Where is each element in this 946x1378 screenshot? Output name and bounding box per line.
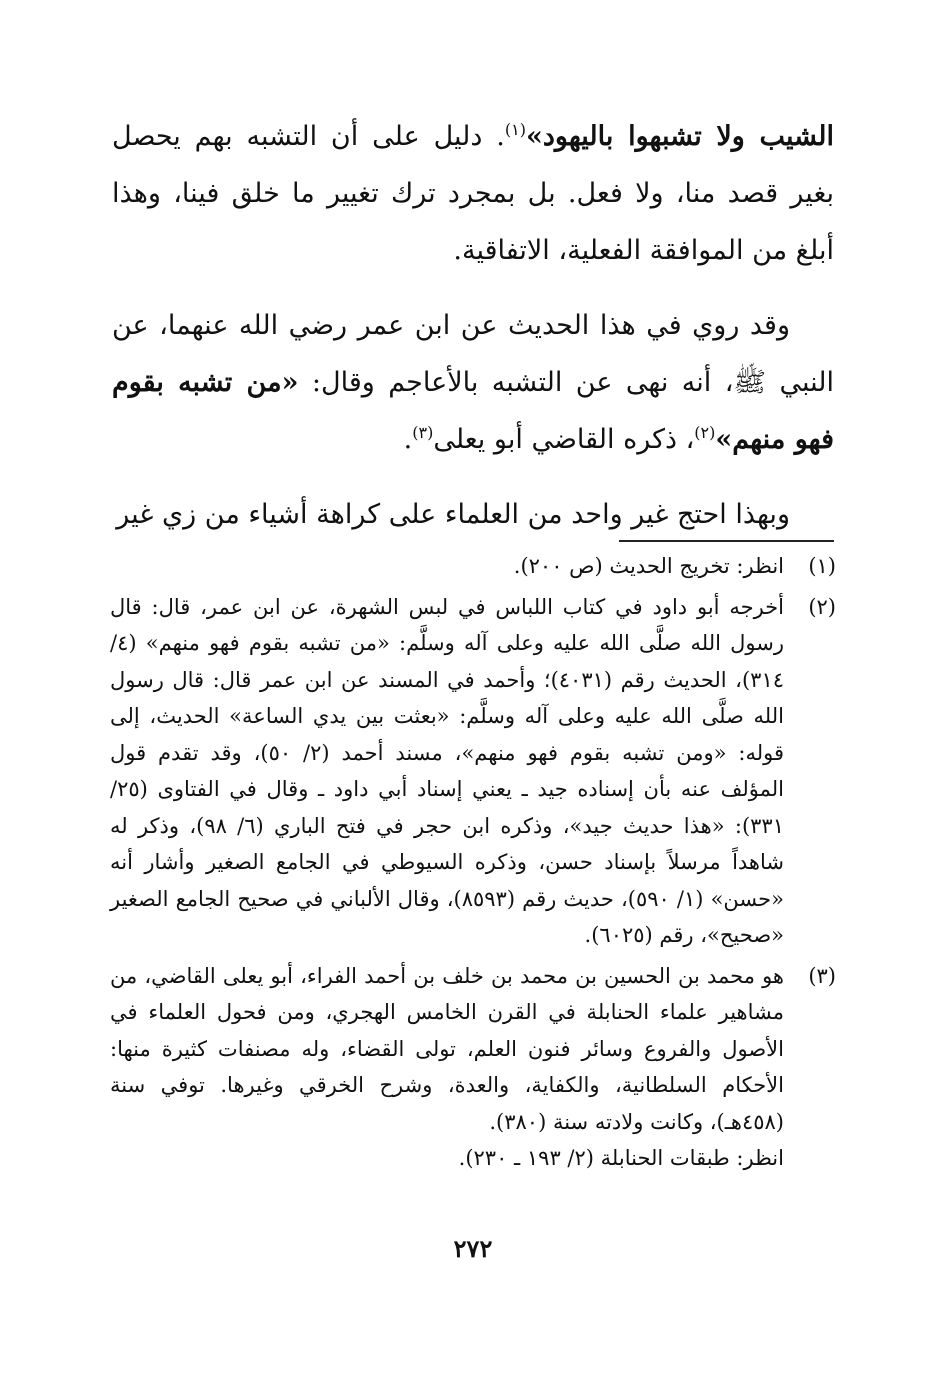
footnote-2 <box>110 589 836 954</box>
footnote-ref-2: (٢) <box>694 423 716 442</box>
paragraph-2-text-b: ، ذكره القاضي أبو يعلى <box>433 424 695 455</box>
paragraph-2-text-a: وقد روي في هذا الحديث عن ابن عمر رضي الله عنهما، عن النبي ﷺ، أنه نهى عن التشبه بالأعاجم وقال: <box>112 310 834 398</box>
page-number: ٢٧٢ <box>453 1234 493 1263</box>
paragraph-1-text: . دليل على أن التشبه بهم يحصل بغير قصد منا، ولا فعل. بل بمجرد ترك تغيير ما خلق فينا، وهذا أبلغ من الموافقة الفعلية، الاتفاقية. <box>112 121 834 266</box>
footnote-number: (١) <box>808 554 836 578</box>
footnote-text: هو محمد بن الحسين بن محمد بن خلف بن أحمد الفراء، أبو يعلى القاضي، من مشاهير علماء الحنابلة في القرن الخامس الهجري، ومن فحول العلماء في الأصول والفروع وسائر فنون العلم، تولى القضاء، وله مصنفات كثيرة منها: الأحكام السلطانية، والكفاية، والعدة، وشرح الخرقي وغيرها. توفي سنة (٤٥٨هـ)، وكانت ولادته سنة (٣٨٠). <box>110 963 784 1134</box>
footnote-text-wrapper <box>110 958 784 1177</box>
footnote-text: أخرجه أبو داود في كتاب اللباس في لبس الشهرة، عن ابن عمر، قال: قال رسول الله صلَّى الله عليه وعلى آله وسلَّم: «من تشبه بقوم فهو منهم» (٤/ ٣١٤)، الحديث رقم (٤٠٣١)؛ وأحمد في المسند عن ابن عمر قال: قال رسول الله صلَّى الله عليه وعلى آله وسلَّم: «بعثت بين يدي الساعة» الحديث، إلى قوله: «ومن تشبه بقوم فهو منهم»، مسند أحمد (٢/ ٥٠)، وقد تقدم قول المؤلف عنه بأن إسناده جيد ـ يعني إسناد أبي داود ـ وقال في الفتاوى (٢٥/ ٣٣١): «هذا حديث جيد»، وذكره ابن حجر في فتح الباري (٦/ ٩٨)، وذكر له شاهداً مرسلاً بإسناد حسن، وذكره السيوطي في الجامع الصغير وأشار أنه «حسن» (١/ ٥٩٠)، حديث رقم (٨٥٩٣)، وقال الألباني في صحيح الجامع الصغير «صحيح»، رقم (٦٠٢٥). <box>110 594 785 947</box>
footnote-ref-3: (٣) <box>412 423 434 442</box>
footnote-number: (٣) <box>808 963 836 988</box>
footnote-text: انظر: تخريج الحديث (ص ٢٠٠). <box>513 554 784 578</box>
paragraph-3-text: وبهذا احتج غير واحد من العلماء على كراهة أشياء من زي غير <box>116 499 790 530</box>
footnote-reference: انظر: طبقات الحنابلة (٢/ ١٩٣ ـ ٢٣٠). <box>458 1146 784 1170</box>
hadith-quote-end: الشيب ولا تشبهوا باليهود» <box>525 121 835 152</box>
main-text <box>112 108 834 543</box>
footnote-ref-1: (١) <box>504 120 526 139</box>
paragraph-1 <box>112 108 834 279</box>
footnote-1 <box>110 548 836 585</box>
paragraph-3 <box>112 486 834 543</box>
footnote-separator <box>619 540 834 542</box>
paragraph-2 <box>112 297 834 468</box>
paragraph-2-text-c: . <box>403 424 413 455</box>
footnote-3 <box>110 958 836 1177</box>
hadith-quote: «من تشبه بقوم فهو منهم» <box>112 367 834 455</box>
footnote-number: (٢) <box>808 594 836 619</box>
footnotes <box>110 548 836 1181</box>
